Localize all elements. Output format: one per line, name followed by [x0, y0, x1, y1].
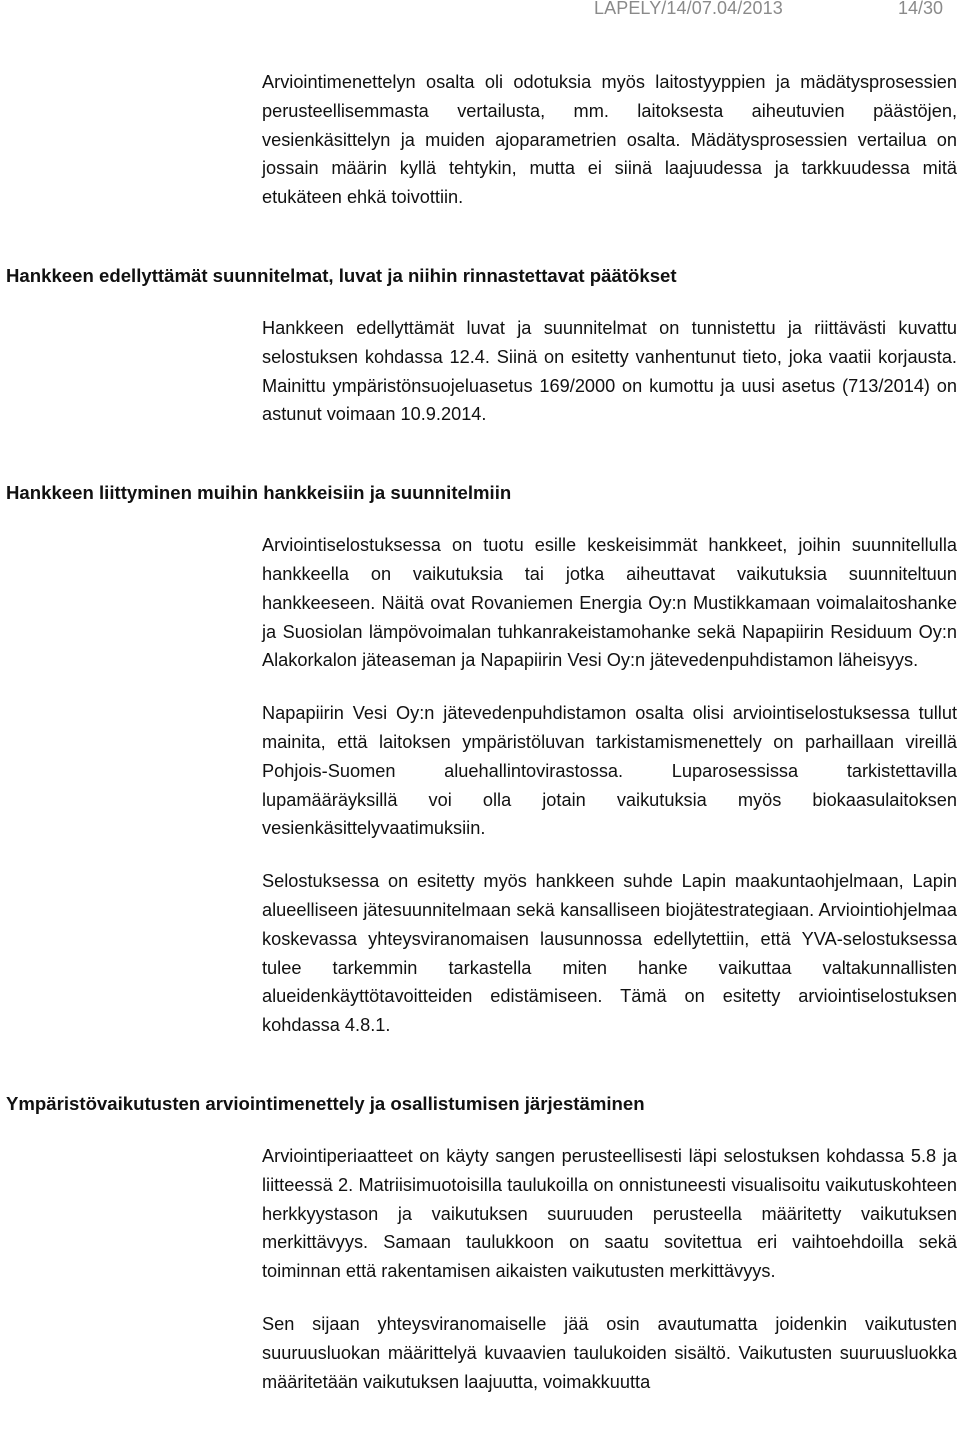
- permits-paragraph: Hankkeen edellyttämät luvat ja suunnitelmat on tunnistettu ja riittävästi kuvattu selostuksen kohdassa 12.4. Siinä on esitetty vanhentunut tieto, joka vaatii korjausta. Mainittu ympäristönsuojeluasetus 169/2000 on kumottu ja uusi asetus (713/2014) on astunut voimaan 10.9.2014.: [262, 317, 957, 425]
- related-projects-paragraph-3: Selostuksessa on esitetty myös hankkeen suhde Lapin maakuntaohjelmaan, Lapin alueelliseen jätesuunnitelmaan sekä kansalliseen biojätestrategiaan. Arviointiohjelmaa koskevassa yhteysviranomaisen lausunnossa edellytettiin, että YVA-selostuksessa tulee tarkemmin tarkastella miten hanke vaikuttaa valtakunnallisten alueidenkäyttötavoitteiden edistämiseen. Tämä on esitetty arviointiselostuksen kohdassa 4.8.1.: [262, 871, 957, 1036]
- page-number: 14/30: [898, 0, 944, 18]
- related-projects-paragraph-2: Napapiirin Vesi Oy:n jätevedenpuhdistamon osalta olisi arviointiselostuksessa tullut mainita, että laitoksen ympäristöluvan tarkistamismenettely on parhaillaan vireillä Pohjois-Suomen aluehallintovirastossa. Luparosessissa tarkistettavilla lupamääräyksillä voi olla jotain vaikutuksia myös biokaasulaitoksen vesienkäsittelyvaatimuksiin.: [262, 703, 957, 839]
- section-heading-permits: Hankkeen edellyttämät suunnitelmat, luvat ja niihin rinnastettavat päätökset: [6, 264, 677, 286]
- assessment-paragraph-2: Sen sijaan yhteysviranomaiselle jää osin avautumatta joidenkin vaikutusten suuruusluokan määrittelyä kuvaavien taulukoiden sisältö. Vaikutusten suuruusluokka määritetään vaikutuksen laajuutta, voimakkuutta: [262, 1313, 957, 1392]
- assessment-paragraph-1: Arviointiperiaatteet on käyty sangen perusteellisesti läpi selostuksen kohdassa 5.8 ja liitteessä 2. Matriisimuotoisilla taulukoilla on onnistuneesti visualisoitu vaikutuskohteen herkkyystason ja vaikutuksen suuruuden perusteella määritetty vaikutuksen merkittävyys. Samaan taulukkoon on saatu sovitettua eri vaihtoehdoilla sekä toiminnan että rakentamisen aikaisten vaikutusten merkittävyys.: [262, 1145, 957, 1282]
- section-heading-related-projects: Hankkeen liittyminen muihin hankkeisiin ja suunnitelmiin: [6, 482, 512, 504]
- page-content: [0, 68, 960, 1396]
- related-projects-paragraph-1: Arviointiselostuksessa on tuotu esille keskeisimmät hankkeet, joihin suunnitellulla hankkeella on vaikutuksia tai jotka aiheuttavat vaikutuksia suunniteltuun hankkeeseen. Näitä ovat Rovaniemen Energia Oy:n Mustikkamaan voimalaitoshanke ja Suosiolan lämpövoimalan tuhkanrakeistamohanke sekä Napapiirin Residuum Oy:n Alakorkalon jäteaseman ja Napapiirin Vesi Oy:n jätevedenpuhdistamon läheisyys.: [262, 535, 957, 671]
- page-header: [0, 0, 960, 22]
- document-reference: LAPELY/14/07.04/2013: [594, 0, 783, 18]
- intro-paragraph: Arviointimenettelyn osalta oli odotuksia myös laitostyyppien ja mädätysprosessien perusteellisemmasta vertailusta, mm. laitoksesta aiheutuvien päästöjen, vesienkäsittelyn ja muiden ajoparametrien osalta. Mädätysprosessien vertailua on jossain määrin kyllä tehtykin, mutta ei siinä laajuudessa ja tarkkuudessa mitä etukäteen ehkä toivottiin.: [262, 72, 957, 208]
- section-heading-assessment: Ympäristövaikutusten arviointimenettely ja osallistumisen järjestäminen: [6, 1092, 645, 1114]
